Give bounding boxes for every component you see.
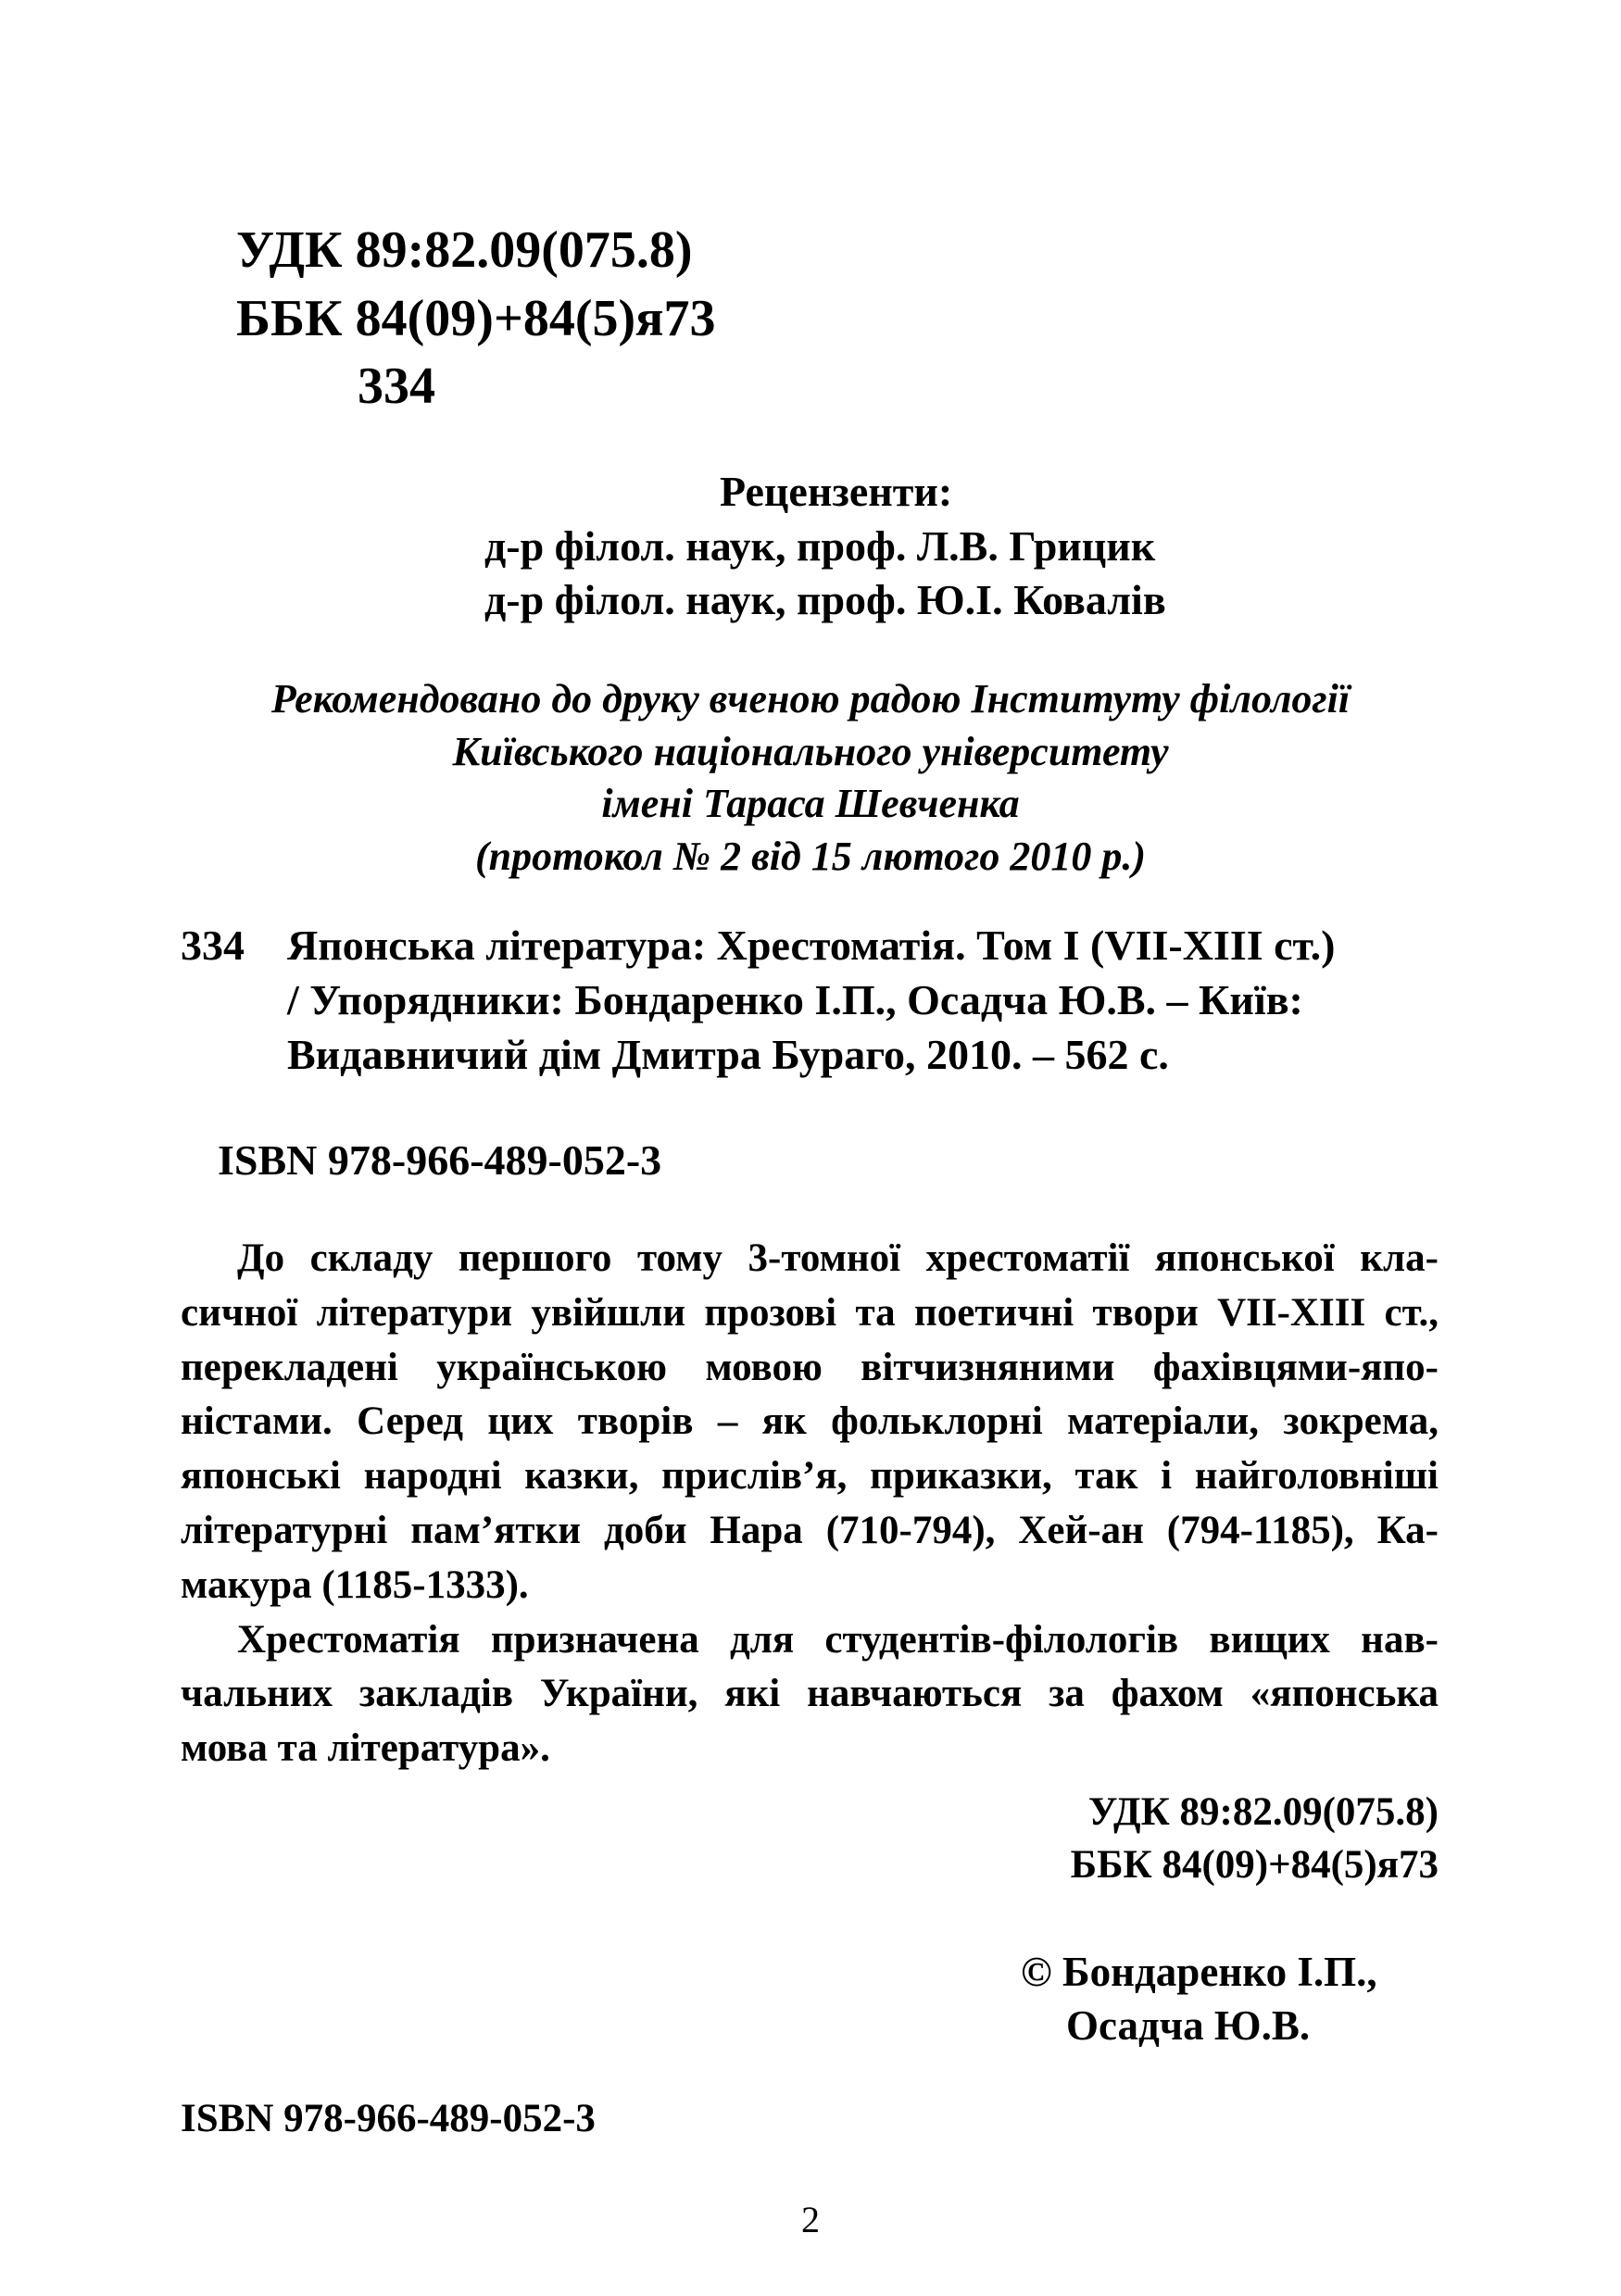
annotation-line: сичної літератури увійшли прозові та поетичні твори VII-XIII ст.,: [181, 1290, 1439, 1335]
recommendation-line-3: імені Тараса Шевченка: [601, 781, 1020, 826]
page-number: 2: [801, 2199, 820, 2240]
bibliography-line-1: Японська література: Хрестоматія. Том І (VII-XIII ст.): [287, 922, 1336, 969]
udk-code: УДК 89:82.09(075.8): [236, 221, 693, 279]
footer-bbk: ББК 84(09)+84(5)я73: [1070, 1843, 1439, 1887]
annotation-line: До складу першого тому 3-томної хрестоматії японської кла-: [237, 1236, 1439, 1280]
footer-udk: УДК 89:82.09(075.8): [1087, 1790, 1439, 1834]
reviewer-2: д-р філол. наук, проф. Ю.І. Ковалів: [484, 576, 1166, 623]
bbk-code: ББК 84(09)+84(5)я73: [236, 290, 716, 347]
bibliography-code: 334: [181, 922, 245, 969]
author-mark-code: 334: [358, 358, 435, 415]
annotation-line: мова та література».: [181, 1726, 550, 1771]
annotation-line: макура (1185-1333).: [181, 1562, 529, 1607]
reviewer-1: д-р філол. наук, проф. Л.В. Грицик: [484, 522, 1156, 570]
isbn-top: ISBN 978-966-489-052-3: [218, 1136, 662, 1184]
annotation-line: чальних закладів України, які навчаються за фахом «японська: [181, 1672, 1439, 1716]
bibliography-line-2: / Упорядники: Бондаренко І.П., Осадча Ю.В. – Київ:: [287, 976, 1303, 1023]
recommendation-line-4: (протокол № 2 від 15 лютого 2010 р.): [474, 834, 1147, 879]
annotation-line: японські народні казки, прислів’я, приказки, так і найголовніші: [181, 1454, 1439, 1499]
bibliography-line-3: Видавничий дім Дмитра Бураго, 2010. – 562 с.: [287, 1031, 1169, 1078]
annotation-line: перекладені українською мовою вітчизняними фахівцями-япо-: [181, 1345, 1439, 1389]
annotation-line: ністами. Серед цих творів – як фольклорні матеріали, зокрема,: [181, 1399, 1439, 1444]
reviewers-title: Рецензенти:: [720, 468, 953, 515]
isbn-bottom: ISBN 978-966-489-052-3: [181, 2097, 596, 2140]
copyright-line-1: © Бондаренко І.П.,: [1021, 1949, 1377, 1995]
copyright-line-2: Осадча Ю.В.: [1066, 2002, 1311, 2049]
annotation-line: літературні пам’ятки доби Нара (710-794), Хей-ан (794-1185), Ка-: [181, 1508, 1439, 1552]
recommendation-line-2: Київського національного університету: [452, 729, 1169, 774]
annotation: [181, 1232, 1439, 1776]
annotation-line: Хрестоматія призначена для студентів-філологів вищих нав-: [237, 1617, 1439, 1662]
recommendation-line-1: Рекомендовано до друку вченою радою Інституту філології: [270, 676, 1351, 721]
